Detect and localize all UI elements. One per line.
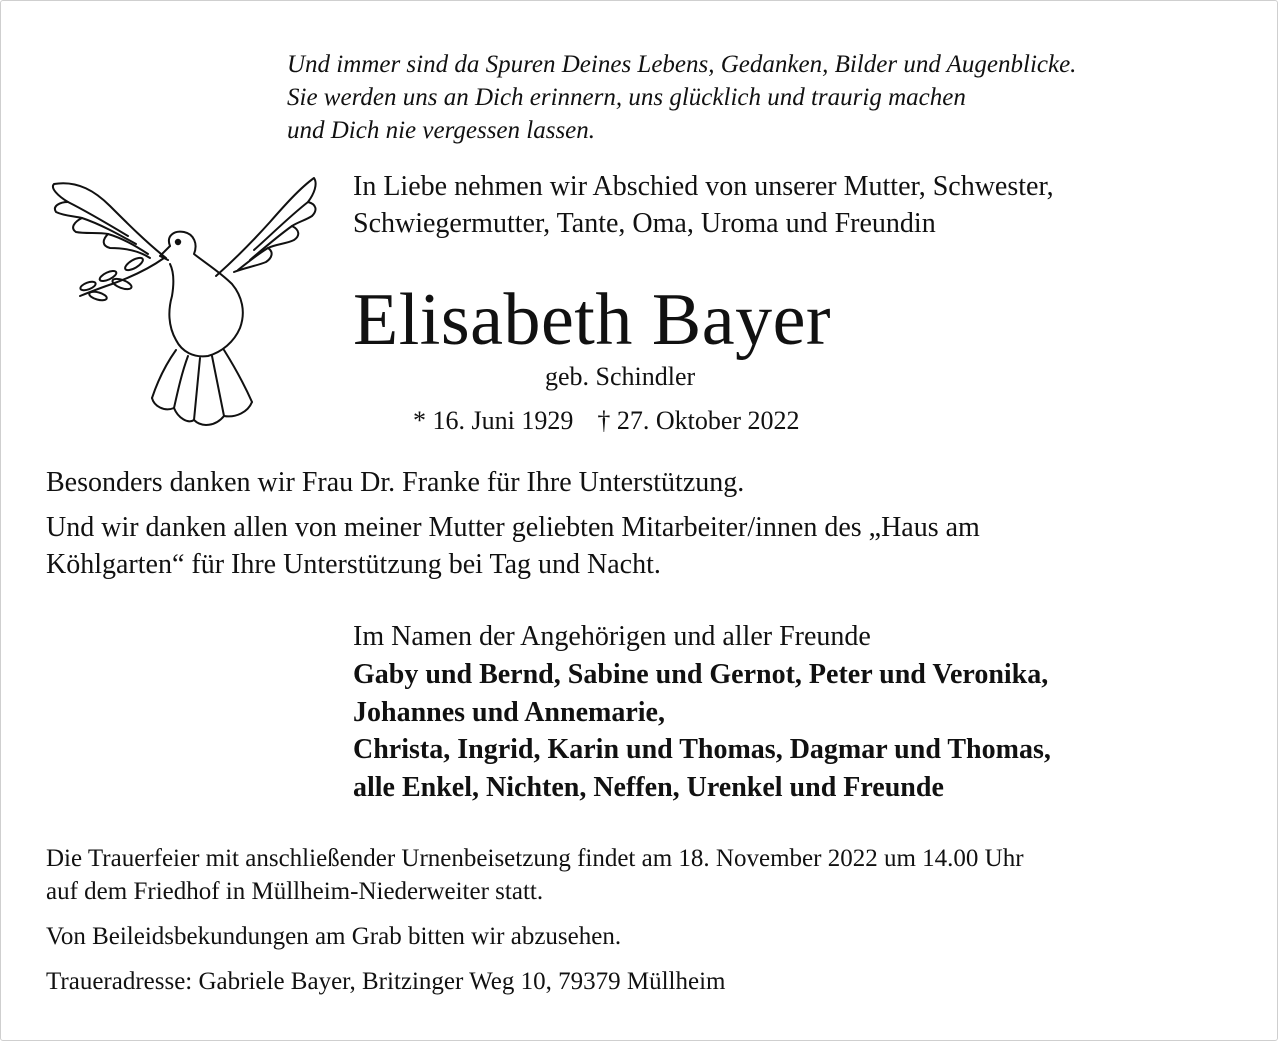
signers-line: alle Enkel, Nichten, Neffen, Urenkel und Freunde: [353, 771, 944, 803]
signers-intro: Im Namen der Angehörigen und aller Freunde: [353, 621, 871, 652]
farewell-intro: [353, 168, 1054, 242]
memorial-quote-line: Sie werden uns an Dich erinnern, uns glücklich und traurig machen: [287, 84, 966, 111]
dove-with-olive-branch-icon: [38, 172, 322, 440]
maiden-name: geb. Schindler: [545, 362, 696, 391]
life-dates: [413, 404, 800, 438]
deceased-name: Elisabeth Bayer: [353, 279, 832, 361]
signers-line: Christa, Ingrid, Karin und Thomas, Dagmar und Thomas,: [353, 734, 1051, 765]
memorial-quote-line: Und immer sind da Spuren Deines Lebens, Gedanken, Bilder und Augenblicke.: [287, 51, 1077, 78]
thanks-section: [46, 464, 980, 583]
thanks-line: Köhlgarten“ für Ihre Unterstützung bei Tag und Nacht.: [46, 549, 661, 580]
farewell-intro-line: Schwiegermutter, Tante, Oma, Uroma und Freundin: [353, 208, 936, 239]
farewell-intro-line: In Liebe nehmen wir Abschied von unserer Mutter, Schwester,: [353, 171, 1054, 202]
death-date: † 27. Oktober 2022: [597, 406, 800, 435]
birth-date: * 16. Juni 1929: [413, 406, 574, 435]
funeral-info: [46, 842, 1024, 998]
mourning-address: Traueradresse: Gabriele Bayer, Britzinger Weg 10, 79379 Müllheim: [46, 968, 726, 995]
ceremony-line: auf dem Friedhof in Müllheim-Niederweiter statt.: [46, 878, 544, 905]
condolence-note: Von Beileidsbekundungen am Grab bitten wir abzusehen.: [46, 923, 622, 950]
thanks-line: Besonders danken wir Frau Dr. Franke für Ihre Unterstützung.: [46, 467, 745, 498]
signers-line: Johannes und Annemarie,: [353, 696, 665, 728]
ceremony-line: Die Trauerfeier mit anschließender Urnenbeisetzung findet am 18. November 2022 um 14.00 Uhr: [46, 845, 1024, 872]
thanks-line: Und wir danken allen von meiner Mutter geliebten Mitarbeiter/innen des „Haus am: [46, 512, 980, 543]
signers-list: [353, 656, 1051, 806]
signers-line: Gaby und Bernd, Sabine und Gernot, Peter und Veronika,: [353, 659, 1049, 690]
memorial-quote-line: und Dich nie vergessen lassen.: [287, 117, 596, 144]
memorial-quote: [287, 48, 1076, 147]
